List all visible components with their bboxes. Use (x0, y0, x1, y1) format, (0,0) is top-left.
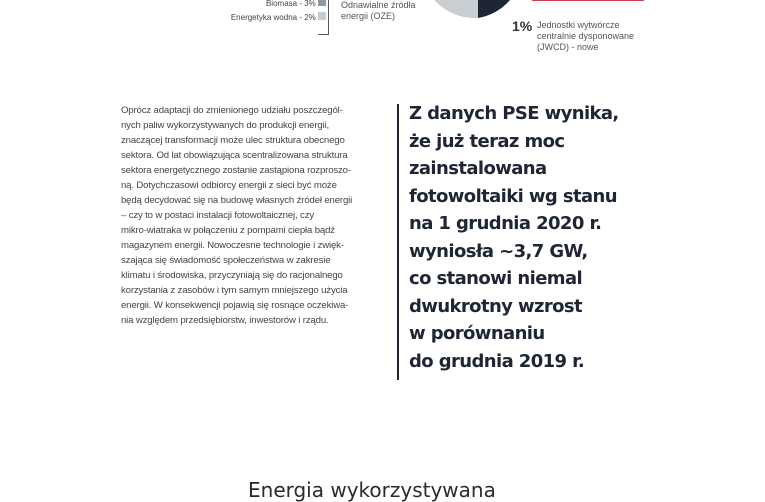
legend-bracket (318, 0, 329, 35)
quote-line: do grudnia 2019 r. (409, 350, 585, 372)
section-heading: Energia wykorzystywana (248, 478, 496, 502)
quote-line: że już teraz moc (409, 130, 565, 152)
quote-line: wyniosła ~3,7 GW, (409, 240, 588, 262)
body-line: – czy to w postaci instalacji fotowoltaicznej, czy (121, 210, 314, 221)
pie-slice-gray (420, 0, 478, 18)
oze-label-line1: Odnawialne źródła (341, 0, 416, 10)
body-line: szająca się świadomość społeczeństwa w zakresie (121, 255, 331, 266)
quote-line: fotowoltaiki wg stanu (409, 185, 617, 207)
quote-bar (397, 104, 399, 380)
pie-slice-dark (478, 0, 510, 18)
oze-label-line2: energii (OZE) (341, 11, 396, 21)
jwcd-percent: 1% (512, 18, 533, 34)
legend-item-biomasa (266, 0, 326, 8)
body-line: korzystania z zasobów i tym samym mniejszego użycia (121, 285, 348, 296)
pie-chart-fragment (420, 0, 530, 20)
quote-line: w porównaniu (409, 323, 545, 344)
oze-label (341, 0, 416, 22)
body-line: sektora energetycznego zostanie zastąpiona rozproszo- (121, 165, 351, 176)
body-line: będą decydować się na budowę własnych źródeł energii (121, 195, 353, 206)
jwcd-line1: Jednostki wytwórcze (537, 20, 620, 30)
pull-quote (409, 100, 619, 375)
body-line: klimatu i środowiska, przyczyniają się do racjonalnego (121, 270, 343, 281)
quote-line: co stanowi niemal (409, 268, 583, 289)
quote-line: Z danych PSE wynika, (409, 103, 619, 124)
body-paragraph (121, 103, 383, 328)
legend-label: Biomasa - 3% (265, 0, 316, 8)
jwcd-line3: (JWCD) - nowe (537, 42, 599, 52)
body-line: magazynem energii. Nowoczesne technologie i zwięk- (121, 240, 344, 251)
body-line: sektora. Od lat obowiązująca scentralizowana struktura (121, 150, 348, 161)
legend-label: Energetyka wodna - 2% (230, 13, 316, 22)
legend-item-energetyka-wodna (231, 12, 326, 22)
body-line: nia względem przedsiębiorstw, inwestorów i rządu. (121, 315, 329, 326)
body-line: nych paliw wykorzystywanych do produkcji energii, (121, 120, 330, 131)
body-line: energii. W konsekwencji pojawią się rosnące oczekiwa- (121, 300, 349, 311)
quote-line: na 1 grudnia 2020 r. (409, 213, 602, 234)
jwcd-line2: centralnie dysponowane (537, 31, 635, 41)
body-line: Oprócz adaptacji do zmienionego udziału poszczegól- (121, 105, 343, 116)
body-line: ną. Dotychczasowi odbiorcy energii z sieci być może (121, 180, 337, 191)
accent-line (532, 0, 644, 1)
quote-line: dwukrotny wzrost (409, 295, 583, 317)
jwcd-annotation (512, 18, 532, 36)
quote-line: zainstalowana (409, 158, 547, 179)
jwcd-label (537, 20, 634, 53)
body-line: znaczącej transformacji może ulec struktura obecnego (121, 135, 345, 146)
body-line: mikro-wiatraka w połączeniu z pompami ciepła bądź (121, 225, 335, 236)
